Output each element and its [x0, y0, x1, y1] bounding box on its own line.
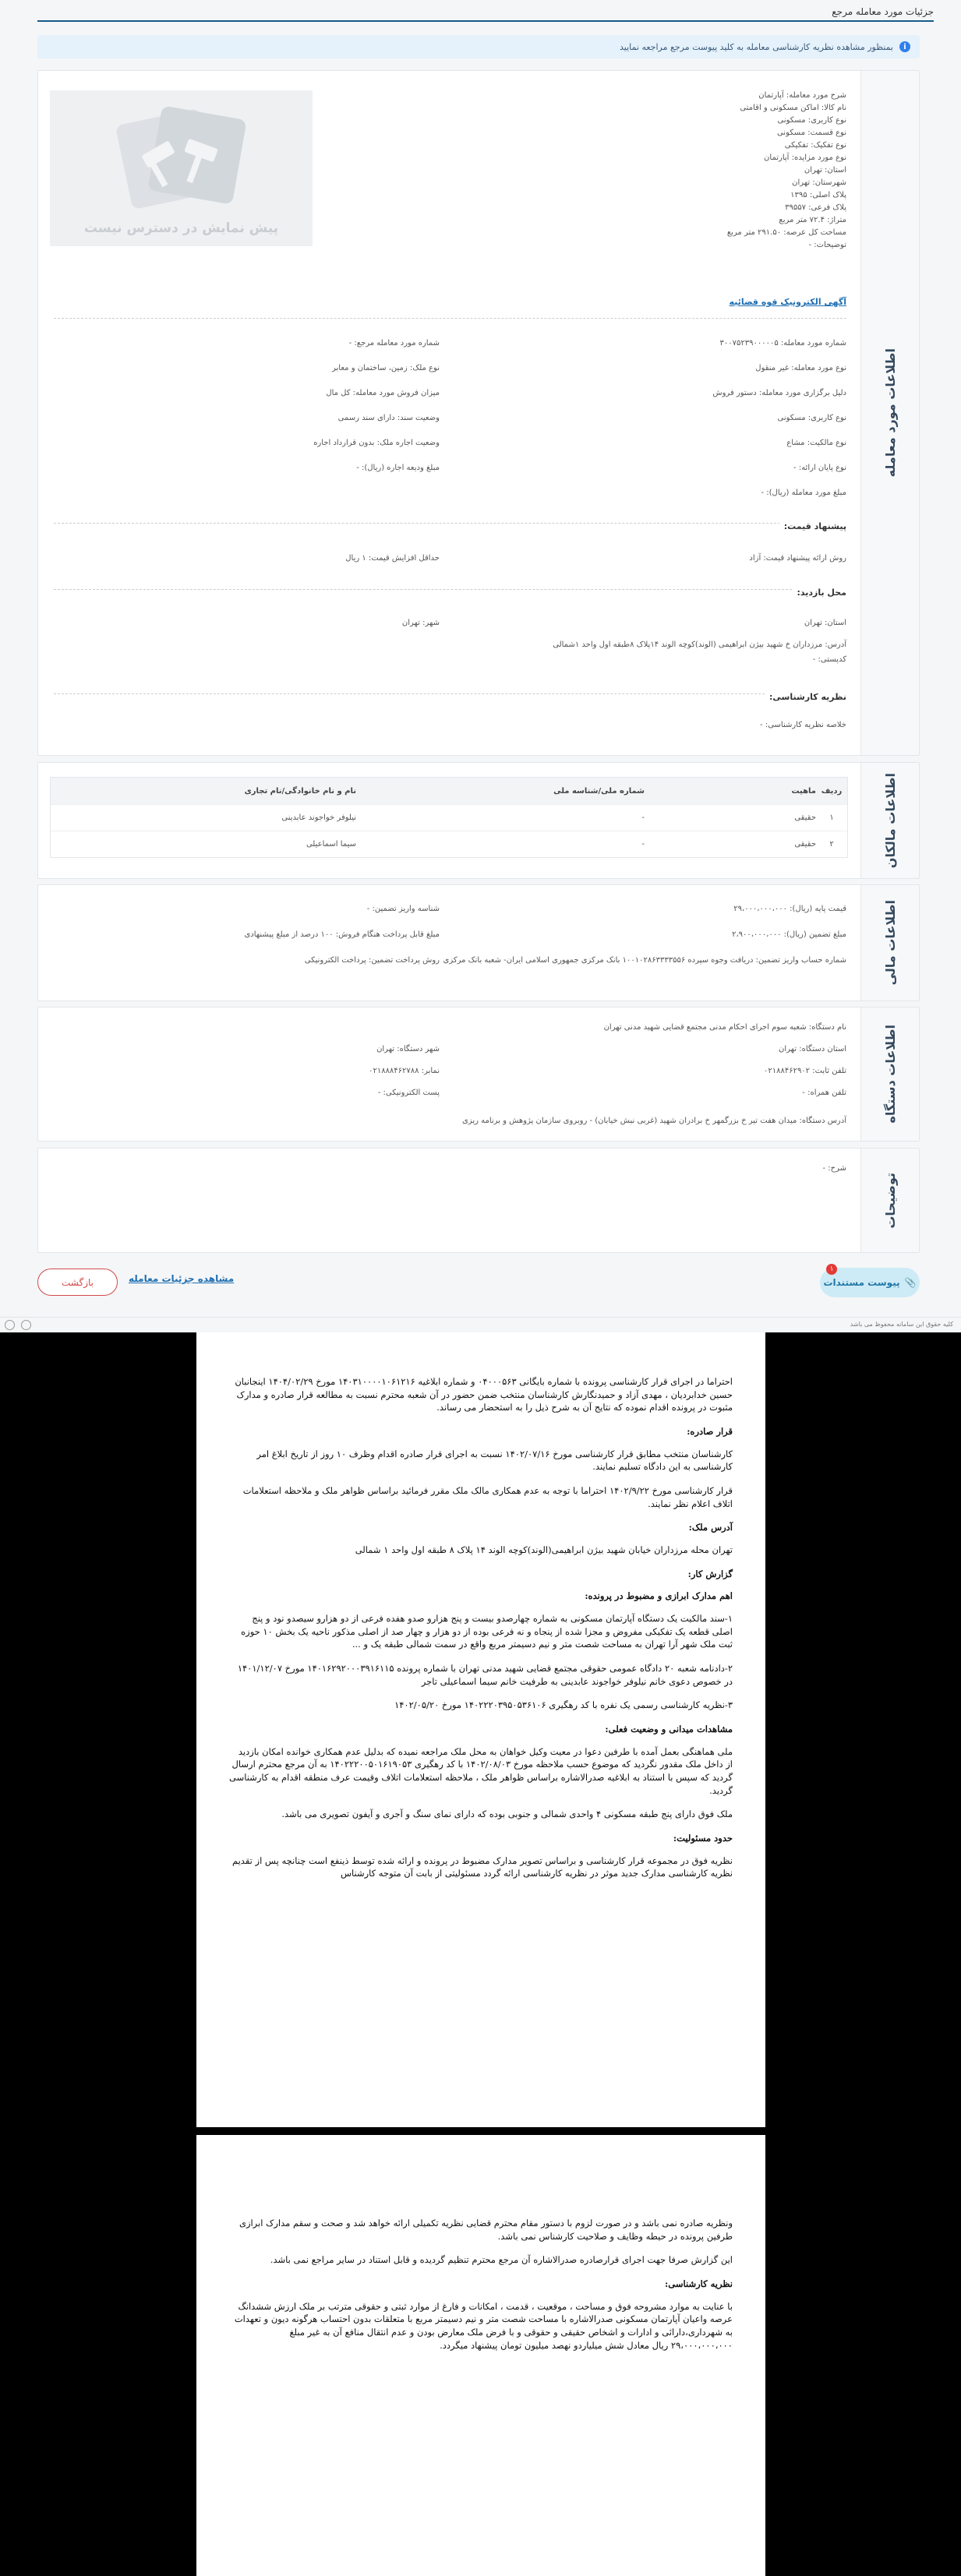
divider — [54, 693, 846, 694]
tab-financial-label: اطلاعات مالی — [882, 900, 898, 986]
image-placeholder — [50, 90, 313, 246]
financial-body — [38, 885, 860, 1000]
divider — [54, 523, 846, 524]
cell-nature: حقیقی — [794, 813, 816, 822]
table-row — [51, 831, 847, 857]
field-title: شرح مورد معامله: آپارتمان — [758, 91, 846, 100]
doc-page2-3: با عنایت به موارد مشروحه فوق و مساحت ، موقعیت ، قدمت ، امکانات و فارغ از موارد ثبتی و حقوقی مترتب بر ملک ارزش ششدانگ عرصه واعیان آپارتمان مسکونی صدرالاشاره با مساحت شصت متر و نیم دسیمتر مربع با متعلقات بدون احتساب هرگونه دیون و تعهدات به شهرداری،دارائی و ادارات و اشخاص حقیقی و حقوقی و با فرض ملک معارض بودن و عدم انتقال منافع آن به غیر مبلغ ۲۹،۰۰۰،۰۰۰،۰۰۰ ریال معادل شش میلیاردو نهصد میلیون تومان پیشنهاد میگردد. — [234, 2300, 733, 2351]
opinion-heading: نظریه کارشناسی: — [765, 692, 846, 702]
gavel-icon — [100, 101, 263, 210]
doc-heading-address: آدرس ملک: — [688, 1522, 733, 1533]
field-province: استان: تهران — [804, 166, 846, 175]
doc-heading-order: قرار صادره: — [687, 1426, 733, 1438]
doc-order-1: کارشناسان منتخب مطابق قرار کارشناسی مورخ ۱۴۰۲/۰۷/۱۶ نسبت به اجرای قرار صادره اقدام وظرف ۱۰ روز از تاریخ ابلاغ امر کارشناسی به این دادگاه تسلیم نمایند. — [256, 1448, 733, 1473]
doc-heading-limits: حدود مسئولیت: — [673, 1833, 733, 1844]
field-sub-plate: پلاک فرعی: ۳۹۵۵۷ — [785, 203, 846, 212]
field-separation: نوع تفکیک: تفکیکی — [784, 141, 846, 150]
table-header — [51, 778, 847, 804]
owners-section — [37, 762, 920, 879]
field-ref-number: شماره مورد معامله مرجع: - — [348, 339, 440, 348]
divider — [54, 318, 846, 319]
bid-heading: پیشنهاد قیمت: — [779, 521, 846, 531]
doc-limits: نظریه فوق در مجموعه قرار کارشناسی و براساس تصویر مدارک مضبوط در پرونده و ارائه شده توسط ذینفع است چنانچه پس از تقدیم نظریه کارشناسی مدارک جدید موثر در نظریه کارشناسی ارائه گردد مسئولیتی از بابت آن متوجه کارشناس — [231, 1854, 733, 1879]
document-viewer[interactable] — [0, 1332, 961, 2576]
field-trade-type: نوع مورد معامله: غیر منقول — [755, 364, 846, 372]
title-divider — [37, 20, 934, 22]
col-row: ردیف — [821, 786, 843, 796]
tab-owners-label: اطلاعات مالکان — [882, 772, 898, 869]
financial-section — [37, 884, 920, 1001]
cell-national-id: - — [641, 840, 645, 849]
col-national-id: شماره ملی/شناسه ملی — [553, 786, 645, 796]
cell-row: ۲ — [829, 840, 834, 849]
tab-owners[interactable] — [860, 763, 919, 878]
field-ownership: نوع مالکیت: مشاع — [786, 439, 846, 447]
field-rent-status: وضعیت اجاره ملک: بدون قرارداد اجاره — [313, 439, 440, 447]
tab-agency[interactable] — [860, 1007, 919, 1141]
placeholder-text: پیش نمایش در دسترس نیست — [83, 221, 279, 236]
field-deposit-id: شناسه واریز تضمین: - — [366, 905, 440, 913]
field-goods: نام کالا: اماکن مسکونی و اقامتی — [740, 104, 846, 112]
field-desc: توضیحات: - — [808, 241, 846, 249]
doc-heading-docs: اهم مدارک ابرازی و مضبوط در پرونده: — [585, 1590, 733, 1602]
doc-page2-2: این گزارش صرفا جهت اجرای قرارصادره صدرالاشاره آن مرجع محترم تنظیم گردیده و قابل استناد در سایر مراجع نمی باشد. — [270, 2254, 733, 2266]
agency-body — [38, 1007, 860, 1141]
doc-docs-2: ۲-دادنامه شعبه ۲۰ دادگاه عمومی حقوقی مجتمع قضایی شهید مدنی تهران با شماره پرونده ۱۴۰۱۶۲۹۲۰۰۰۳۹۱۶۱۱۵ مورخ ۱۴۰۱/۱۲/۰۷ در خصوص دعوی خانم نیلوفر خواجوند عابدینی به طرفیت خانم سیما اسماعیلی تاجر — [237, 1663, 733, 1687]
tab-agency-label: اطلاعات دستگاه — [882, 1025, 898, 1124]
cell-row: ۱ — [829, 813, 834, 822]
document-page-2 — [196, 2135, 765, 2576]
field-deed-status: وضعیت سند: دارای سند رسمی — [337, 414, 440, 422]
tab-description-label: توضیحات — [882, 1172, 898, 1229]
visit-heading: محل بازدید: — [792, 588, 846, 598]
field-opinion-summary: خلاصه نظریه کارشناسی: - — [760, 721, 846, 729]
field-auction-type: نوع مورد مزایده: آپارتمان — [764, 154, 846, 162]
field-agency-phone: تلفن ثابت: ۰۲۱۸۸۴۶۲۹۰۲ — [763, 1067, 846, 1075]
field-description: شرح: - — [822, 1164, 846, 1173]
field-land-area: مساحت کل عرصه: ۲۹۱.۵۰ متر مربع — [726, 228, 846, 237]
attachments-label: پیوست مستندات — [823, 1277, 900, 1288]
view-details-link[interactable]: مشاهده جزئیات معامله — [129, 1273, 235, 1284]
col-nature: ماهیت — [791, 786, 816, 796]
field-visit-address: آدرس: مرزداران خ شهید بیژن ابراهیمی (الوند)کوچه الوند ۱۴پلاک ۸طبقه اول واحد ۱شمالی — [553, 640, 846, 649]
field-agency-city: شهر دستگاه: تهران — [376, 1045, 440, 1053]
field-property-type: نوع ملک: زمین، ساختمان و معابر — [332, 364, 440, 372]
footer-logos — [5, 1320, 31, 1330]
attachments-count-badge: ۱ — [826, 1264, 837, 1275]
field-trade-amount: مبلغ مورد معامله (ریال): - — [761, 489, 846, 497]
doc-order-2: قرار کارشناسی مورخ ۱۴۰۲/۹/۲۲ احتراما با توجه به عدم همکاری مالک ملک مقرر فرمائید براساس ظواهر ملک و ملاحظه استعلامات اتلاف اعلام نظر نمایند. — [242, 1485, 733, 1509]
owners-table — [50, 777, 848, 858]
doc-docs-1: ۱-سند مالکیت یک دستگاه آپارتمان مسکونی به شماره چهارصدو بیست و پنج هزارو صدو هفده فرعی از دو هزارو سیصدو نود و پنج اصلی قطعه یک تفکیکی مفروض و مجزا شده از پنجاه و نه فرعی بوده از دو هزار و چهار صد از اصلی مذکور ناحیه یک بخش ۱۰ حوزه ثبت ملک شهر آرا تهران به مساحت شصت متر و نیم دسیمتر مربع واقع در سمت شمالی طبقه یک و ... — [241, 1613, 733, 1650]
cell-nature: حقیقی — [794, 840, 816, 849]
notice-text: بمنظور مشاهده نظریه کارشناسی معامله به کلید پیوست مرجع مراجعه نمایید — [620, 41, 893, 52]
back-button[interactable]: بازگشت — [37, 1269, 118, 1296]
field-trade-number: شماره مورد معامله: ۳۰۰۷۵۲۳۹۰۰۰۰۰۵ — [719, 339, 846, 348]
field-visit-city: شهر: تهران — [401, 619, 440, 627]
field-end-type: نوع پایان ارائه: - — [793, 464, 846, 472]
document-page-1 — [196, 1332, 765, 2127]
footer — [0, 1317, 961, 1332]
field-visit-province: استان: تهران — [804, 619, 846, 627]
doc-docs-3: ۳-نظریه کارشناسی رسمی یک نفره با کد رهگیری ۱۴۰۲۲۲۰۳۹۵۰۵۳۶۱۰۶ مورخ ۱۴۰۲/۰۵/۲۰ — [394, 1699, 733, 1711]
field-part: نوع قسمت: مسکونی — [776, 129, 846, 137]
cell-name: نیلوفر خواجوند عابدینی — [281, 813, 356, 822]
field-visit-postal: کدپستی: - — [812, 655, 846, 664]
doc-heading-report: گزارش کار: — [687, 1568, 733, 1579]
field-main-plate: پلاک اصلی: ۱۳۹۵ — [790, 191, 846, 199]
paperclip-icon: 📎 — [904, 1277, 917, 1288]
field-account: شماره حساب واریز تضمین: دریافت وجوه سپرده ۱۰۰۱۰۲۸۶۳۳۳۳۵۵۶ بانک مرکزی جمهوری اسلامی ایران- شعبه بانک مرکزی — [443, 956, 846, 965]
field-sale-share: میزان فروش مورد معامله: کل مال — [326, 389, 440, 397]
info-icon: i — [899, 41, 910, 52]
description-body — [38, 1149, 860, 1252]
field-bid-type: روش ارائه پیشنهاد قیمت: آزاد — [749, 554, 846, 563]
logo-icon — [5, 1320, 15, 1330]
trade-info-body — [38, 71, 860, 755]
tab-description[interactable] — [860, 1149, 919, 1252]
doc-page2-1: ونظریه صادره نمی باشد و در صورت لزوم با دستور مقام محترم قضایی نظریه تکمیلی ارائه خواهد شد و صحت و سقم مدارک ابرازی طرفین پرونده در حیطه وظایف و صلاحیت کارشناس نمی باشد. — [238, 2218, 733, 2242]
field-agency-name: نام دستگاه: شعبه سوم اجرای احکام مدنی مجتمع قضایی شهید مدنی تهران — [603, 1023, 846, 1032]
field-agency-address: آدرس دستگاه: میدان هفت تیر خ بزرگمهر خ برادران شهید (غربی نبش خیابان) - روبروی سازمان پژوهش و برنامه ریزی — [461, 1117, 846, 1125]
tab-trade-info-label: اطلاعات مورد معامله — [882, 348, 898, 478]
doc-intro: احتراما در اجرای قرار کارشناسی پرونده با شماره بایگانی ۰۴۰۰۰۵۶۳ و شماره ابلاغیه ۱۴۰۳۱۰۰۰۰۱۰۶۱۲۱۶ مورخ ۱۴۰۴/۰۲/۲۹ اینجانبان حسین خدابردیان ، مهدی آزاد و حمیدنگارش کارشناسان منتخب ضمن حضور در آن شعبه محترم نسبت به مطالعه قرار صادره و مدارک مثبوت در پرونده اقدام نموده که نتایج آن به شرح ذیل را به استحضار می رساند. — [235, 1376, 733, 1413]
notice-bar — [37, 35, 920, 58]
description-section — [37, 1148, 920, 1253]
field-area: متراژ: ۷۲.۴ متر مربع — [779, 216, 846, 224]
table-row — [51, 804, 847, 831]
field-payment-method: روش پرداخت تضمین: پرداخت الکترونیکی — [304, 956, 440, 965]
field-agency-email: پست الکترونیکی: - — [377, 1089, 440, 1097]
col-name: نام و نام خانوادگی/نام تجاری — [244, 786, 356, 796]
field-usage: نوع کاربری: مسکونی — [777, 116, 846, 125]
divider — [54, 589, 846, 590]
field-rent-deposit: مبلغ ودیعه اجاره (ریال): - — [356, 464, 440, 472]
field-installment: مبلغ قابل پرداخت هنگام فروش: ۱۰۰ درصد از مبلغ پیشنهادی — [244, 930, 440, 939]
field-agency-fax: نمابر: ۰۲۱۸۸۸۴۶۲۷۸۸ — [369, 1067, 440, 1075]
field-bid-min: حداقل افزایش قیمت: ۱ ریال — [345, 554, 440, 563]
field-agency-mobile: تلفن همراه: - — [802, 1089, 846, 1097]
field-usage-2: نوع کاربری: مسکونی — [777, 414, 846, 422]
doc-field-2: ملک فوق دارای پنج طبقه مسکونی ۴ واحدی شمالی و جنوبی بوده که دارای نمای سنگ و آجری و آیفون تصویری می باشد. — [281, 1808, 733, 1820]
agency-section — [37, 1007, 920, 1142]
tab-financial[interactable] — [860, 885, 919, 1000]
cell-name: سیما اسماعیلی — [306, 840, 356, 849]
ad-link[interactable]: آگهی الکترونیک قوه قضائیه — [729, 297, 846, 307]
tab-trade-info[interactable] — [860, 71, 919, 755]
field-county: شهرستان: تهران — [792, 178, 846, 187]
page-title: جزئیات مورد معامله مرجع — [832, 6, 934, 17]
trade-info-section — [37, 70, 920, 756]
field-deposit-amount: مبلغ تضمین (ریال): ۲،۹۰۰،۰۰۰،۰۰۰ — [732, 930, 846, 939]
cell-national-id: - — [641, 813, 645, 822]
doc-field-1: ملی هماهنگی بعمل آمده با طرفین دعوا در معیت وکیل خواهان به محل ملک مراجعه نمیده که بدلیل عدم همکاری خوانده امکان بازدید از داخل ملک مقدور نگردید که موضوع حسب ملاحظه مورخ ۱۴۰۲/۰۸/۰۳ با کد رهگیری ۱۴۰۲۲۲۰۰۵۰۱۶۱۹۰۵۳ به آن مرجع محترم ارسال گردید که سپس با استناد به ابلاغیه صدرالاشاره براساس ظواهر ملک ، ملاحظه استعلامات اتلاف وقیمت عرف منطقه اقدام به کارشناسی گردید. — [228, 1745, 733, 1796]
field-agency-province: استان دستگاه: تهران — [779, 1045, 846, 1053]
doc-heading-opinion: نظریه کارشناسی: — [665, 2278, 733, 2290]
doc-address: تهران محله مرزداران خیابان شهید بیژن ابراهیمی(الوند)کوچه الوند ۱۴ پلاک ۸ طبقه اول واحد ۱ شمالی — [355, 1544, 733, 1556]
doc-heading-field: مشاهدات میدانی و وضعیت فعلی: — [605, 1724, 733, 1735]
logo-icon — [21, 1320, 31, 1330]
owners-body — [38, 763, 860, 878]
field-holding-reason: دلیل برگزاری مورد معامله: دستور فروش — [712, 389, 846, 397]
copyright-text: کلیه حقوق این سامانه محفوظ می باشد — [850, 1321, 953, 1328]
field-base-price: قیمت پایه (ریال): ۲۹،۰۰۰،۰۰۰،۰۰۰ — [733, 905, 846, 913]
